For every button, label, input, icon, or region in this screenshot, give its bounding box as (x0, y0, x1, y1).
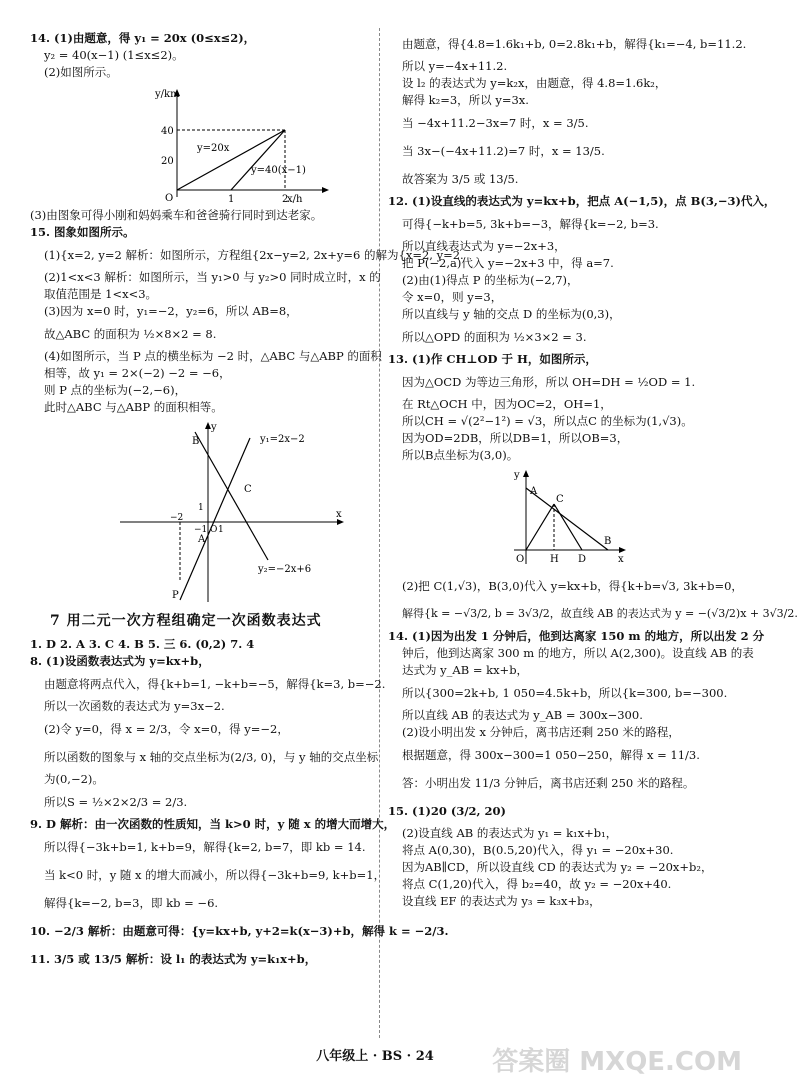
right-line-7: 故答案为 3/5 或 13/5. (402, 172, 519, 186)
right-b-line-3: 14. (1)因为出发 1 分钟后，他到达离家 150 m 的地方，所以出发 2 分 (388, 629, 765, 643)
q14-line-3: (2)如图所示。 (44, 65, 118, 79)
graph-q13-point-D: D (578, 554, 587, 565)
section-title: 7 用二元一次方程组确定一次函数表达式 (50, 613, 322, 629)
q15-line-1: 15. 图象如图所示。 (30, 225, 135, 239)
q15-line-8: 相等，故 y₁ = 2×(−2) −2 = −6， (44, 366, 231, 380)
answers-line-5: (2)令 y=0，得 x = 2/3，令 x=0，得 y=−2， (44, 722, 289, 736)
graph-q14-line-label-2: y=40(x−1) (251, 165, 306, 176)
answers-line-12: 解得{k=−2, b=3，即 kb = −6. (44, 896, 219, 910)
right-b-line-12: (2)设直线 AB 的表达式为 y₁ = k₁x+b₁， (402, 826, 618, 840)
graph-q13-x-axis: x (618, 554, 624, 565)
right-line-9: 可得{−k+b=5, 3k+b=−3，解得{k=−2, b=3. (402, 217, 659, 231)
graph-q14-xlabel: x/h (287, 194, 303, 205)
graph-q13-point-A: A (530, 486, 538, 497)
q15-line-3: (2)1<x<3 解析：如图所示，当 y₁>0 与 y₂>0 同时成立时，x 的 (44, 270, 381, 284)
q14-line-1: 14. (1)由题意，得 y₁ = 20x (0≤x≤2)， (30, 31, 256, 45)
graph-q14-tick-1: 1 (228, 194, 235, 205)
right-column (388, 30, 798, 910)
answers-line-10: 所以得{−3k+b=1, k+b=9，解得{k=2, b=7，即 kb = 14. (44, 840, 366, 854)
right-b-line-6: 所以{300=2k+b, 1 050=4.5k+b，所以{k=300, b=−300. (402, 686, 728, 700)
right-b-line-8: (2)设小明出发 x 分钟后，离书店还剩 250 米的路程， (402, 725, 680, 739)
graph-q13 (508, 468, 733, 568)
q15-line-10: 此时△ABC 与△ABP 的面积相等。 (44, 400, 223, 414)
page-footer: 八年级上 · BS · 24 (316, 1049, 434, 1064)
graph-q14-tick-2: 2 (282, 194, 289, 205)
answers-line-2: 8. (1)设函数表达式为 y=kx+b， (30, 654, 210, 668)
graph-q15-point-P: P (172, 590, 179, 601)
graph-q15-point-C: C (244, 484, 252, 495)
right-line-16: 13. (1)作 CH⊥OD 于 H，如图所示， (388, 352, 597, 366)
graph-q13-point-H: H (550, 554, 559, 565)
graph-q15-y-tick-1: 1 (198, 503, 204, 513)
answers-line-7: 为(0,−2)。 (44, 772, 104, 786)
q15-line-7: (4)如图所示，当 P 点的横坐标为 −2 时，△ABC 与△ABP 的面积 (44, 349, 382, 363)
graph-q14-origin: O (165, 193, 174, 204)
right-line-11: 把 P(−2,a)代入 y=−2x+3 中，得 a=7. (402, 256, 614, 270)
graph-q15-point-B: B (192, 436, 200, 447)
right-b-line-11: 15. (1)20 (3/2, 20) (388, 804, 506, 818)
q15-line-4: 取值范围是 1<x<3。 (44, 287, 158, 301)
right-line-17: 因为△OCD 为等边三角形，所以 OH=DH = ½OD = 1. (402, 375, 696, 389)
graph-q15-svg (110, 420, 350, 604)
right-line-19: 所以CH = √(2²−1²) = √3，所以点C 的坐标为(1,√3)。 (402, 414, 693, 428)
graph-q14-svg (125, 85, 335, 203)
q15-line-5: (3)因为 x=0 时，y₁=−2，y₂=6，所以 AB=8， (44, 304, 298, 318)
right-line-14: 所以直线与 y 轴的交点 D 的坐标为(0,3)， (402, 307, 621, 321)
graph-q13-origin: O (516, 554, 525, 565)
q14-answer-3: (3)由图象可得小刚和妈妈乘车和爸爸骑行同时到达老家。 (30, 208, 323, 222)
right-b-line-1: (2)把 C(1,√3)，B(3,0)代入 y=kx+b，得{k+b=√3, 3k+b=0， (402, 579, 743, 593)
right-line-13: 令 x=0，则 y=3， (402, 290, 503, 304)
graph-q14-tick-40: 40 (161, 126, 174, 137)
right-line-1: 由题意，得{4.8=1.6k₁+b, 0=2.8k₁+b，解得{k₁=−4, b=11.2. (402, 37, 747, 51)
right-b-line-10: 答：小明出发 11/3 分钟后，离书店还剩 250 米的路程。 (402, 776, 695, 790)
right-line-2: 所以 y=−4x+11.2. (402, 59, 508, 73)
q15-line-2: (1){x=2, y=2 解析：如图所示，方程组{2x−y=2, 2x+y=6 的解为{x=2, y=2. (44, 248, 464, 262)
graph-q14-tick-20: 20 (161, 156, 174, 167)
graph-q13-y-axis: y (514, 470, 520, 481)
answers-line-6: 所以函数的图象与 x 轴的交点坐标为(2/3, 0)，与 y 轴的交点坐标 (44, 750, 379, 764)
right-b-line-4: 钟后，他到达离家 300 m 的地方，所以 A(2,300)。设直线 AB 的表 (402, 646, 754, 660)
graph-q15-x-tick-1: 1 (218, 525, 224, 535)
graph-q15-line-label-1: y₁=2x−2 (260, 434, 305, 445)
right-b-line-13: 将点 A(0,30)，B(0.5,20)代入，得 y₁ = −20x+30. (402, 843, 674, 857)
q14-line-2: y₂ = 40(x−1) (1≤x≤2)。 (44, 48, 184, 62)
graph-q14 (125, 85, 370, 203)
answers-line-14: 11. 3/5 或 13/5 解析：设 l₁ 的表达式为 y=k₁x+b， (30, 952, 317, 966)
graph-q13-point-B: B (604, 536, 612, 547)
q15-line-9: 则 P 点的坐标为(−2,−6)， (44, 383, 187, 397)
graph-q15-line-label-2: y₂=−2x+6 (258, 564, 312, 575)
graph-q14-ylabel: y/km (155, 89, 180, 100)
right-b-line-14: 因为AB∥CD，所以设直线 CD 的表达式为 y₂ = −20x+b₂， (402, 860, 713, 874)
watermark-logo: 答案圈 MXQE.COM (492, 1047, 742, 1077)
graph-q15 (110, 420, 370, 604)
graph-q15-x-axis: x (336, 509, 342, 520)
right-line-18: 在 Rt△OCH 中，因为OC=2，OH=1， (402, 397, 612, 411)
right-b-line-2: 解得{k = −√3/2, b = 3√3/2，故直线 AB 的表达式为 y = −(√3/2)x + 3√3/2. (402, 607, 798, 620)
right-line-12: (2)由(1)得点 P 的坐标为(−2,7)， (402, 273, 579, 287)
right-b-line-16: 设直线 EF 的表达式为 y₃ = k₃x+b₃， (402, 894, 601, 908)
answers-line-11: 当 k<0 时，y 随 x 的增大而减小，所以得{−3k+b=9, k+b=1， (44, 868, 386, 882)
right-line-10: 所以直线表达式为 y=−2x+3， (402, 239, 566, 253)
right-line-15: 所以△OPD 的面积为 ½×3×2 = 3. (402, 330, 587, 344)
graph-q13-point-C: C (556, 494, 564, 505)
right-b-line-15: 将点 C(1,20)代入，得 b₂=40，故 y₂ = −20x+40. (402, 877, 672, 891)
right-line-4: 解得 k₂=3，所以 y=3x. (402, 93, 529, 107)
answers-line-4: 所以一次函数的表达式为 y=3x−2. (44, 699, 225, 713)
graph-q15-x-tick-neg2: −2 (170, 513, 184, 523)
graph-q15-origin: O (210, 525, 218, 535)
graph-q15-point-A: A (198, 534, 206, 545)
right-b-line-7: 所以直线 AB 的表达式为 y_AB = 300x−300. (402, 708, 643, 722)
right-line-6: 当 3x−(−4x+11.2)=7 时，x = 13/5. (402, 144, 605, 158)
graph-q14-line-label-1: y=20x (197, 143, 230, 154)
graph-q15-y-axis: y (211, 422, 217, 433)
answers-line-8: 所以S = ½×2×2/3 = 2/3. (44, 795, 188, 809)
answers-line-1: 1. D 2. A 3. C 4. B 5. 三 6. (0,2) 7. 4 (30, 637, 255, 651)
right-line-8: 12. (1)设直线的表达式为 y=kx+b，把点 A(−1,5)，点 B(3,−3)代入， (388, 194, 776, 208)
graph-q13-svg (508, 468, 628, 568)
answers-line-9: 9. D 解析：由一次函数的性质知，当 k>0 时，y 随 x 的增大而增大， (30, 817, 396, 831)
right-b-line-5: 达式为 y_AB = kx+b， (402, 663, 529, 677)
graph-q15-y-tick-neg1: −1 (194, 525, 208, 535)
right-line-3: 设 l₂ 的表达式为 y=k₂x，由题意，得 4.8=1.6k₂， (402, 76, 667, 90)
answers-line-13: 10. −2/3 解析：由题意可得：{y=kx+b, y+2=k(x−3)+b，解得 k = −2/3. (30, 924, 449, 938)
right-line-20: 因为OD=2DB，所以DB=1，所以OB=3， (402, 431, 629, 445)
answers-line-3: 由题意将两点代入，得{k+b=1, −k+b=−5，解得{k=3, b=−2. (44, 677, 386, 691)
q15-line-6: 故△ABC 的面积为 ½×8×2 = 8. (44, 327, 217, 341)
right-b-line-9: 根据题意，得 300x−300=1 050−250，解得 x = 11/3. (402, 748, 700, 762)
right-line-5: 当 −4x+11.2−3x=7 时，x = 3/5. (402, 116, 589, 130)
right-line-21: 所以B点坐标为(3,0)。 (402, 448, 519, 462)
